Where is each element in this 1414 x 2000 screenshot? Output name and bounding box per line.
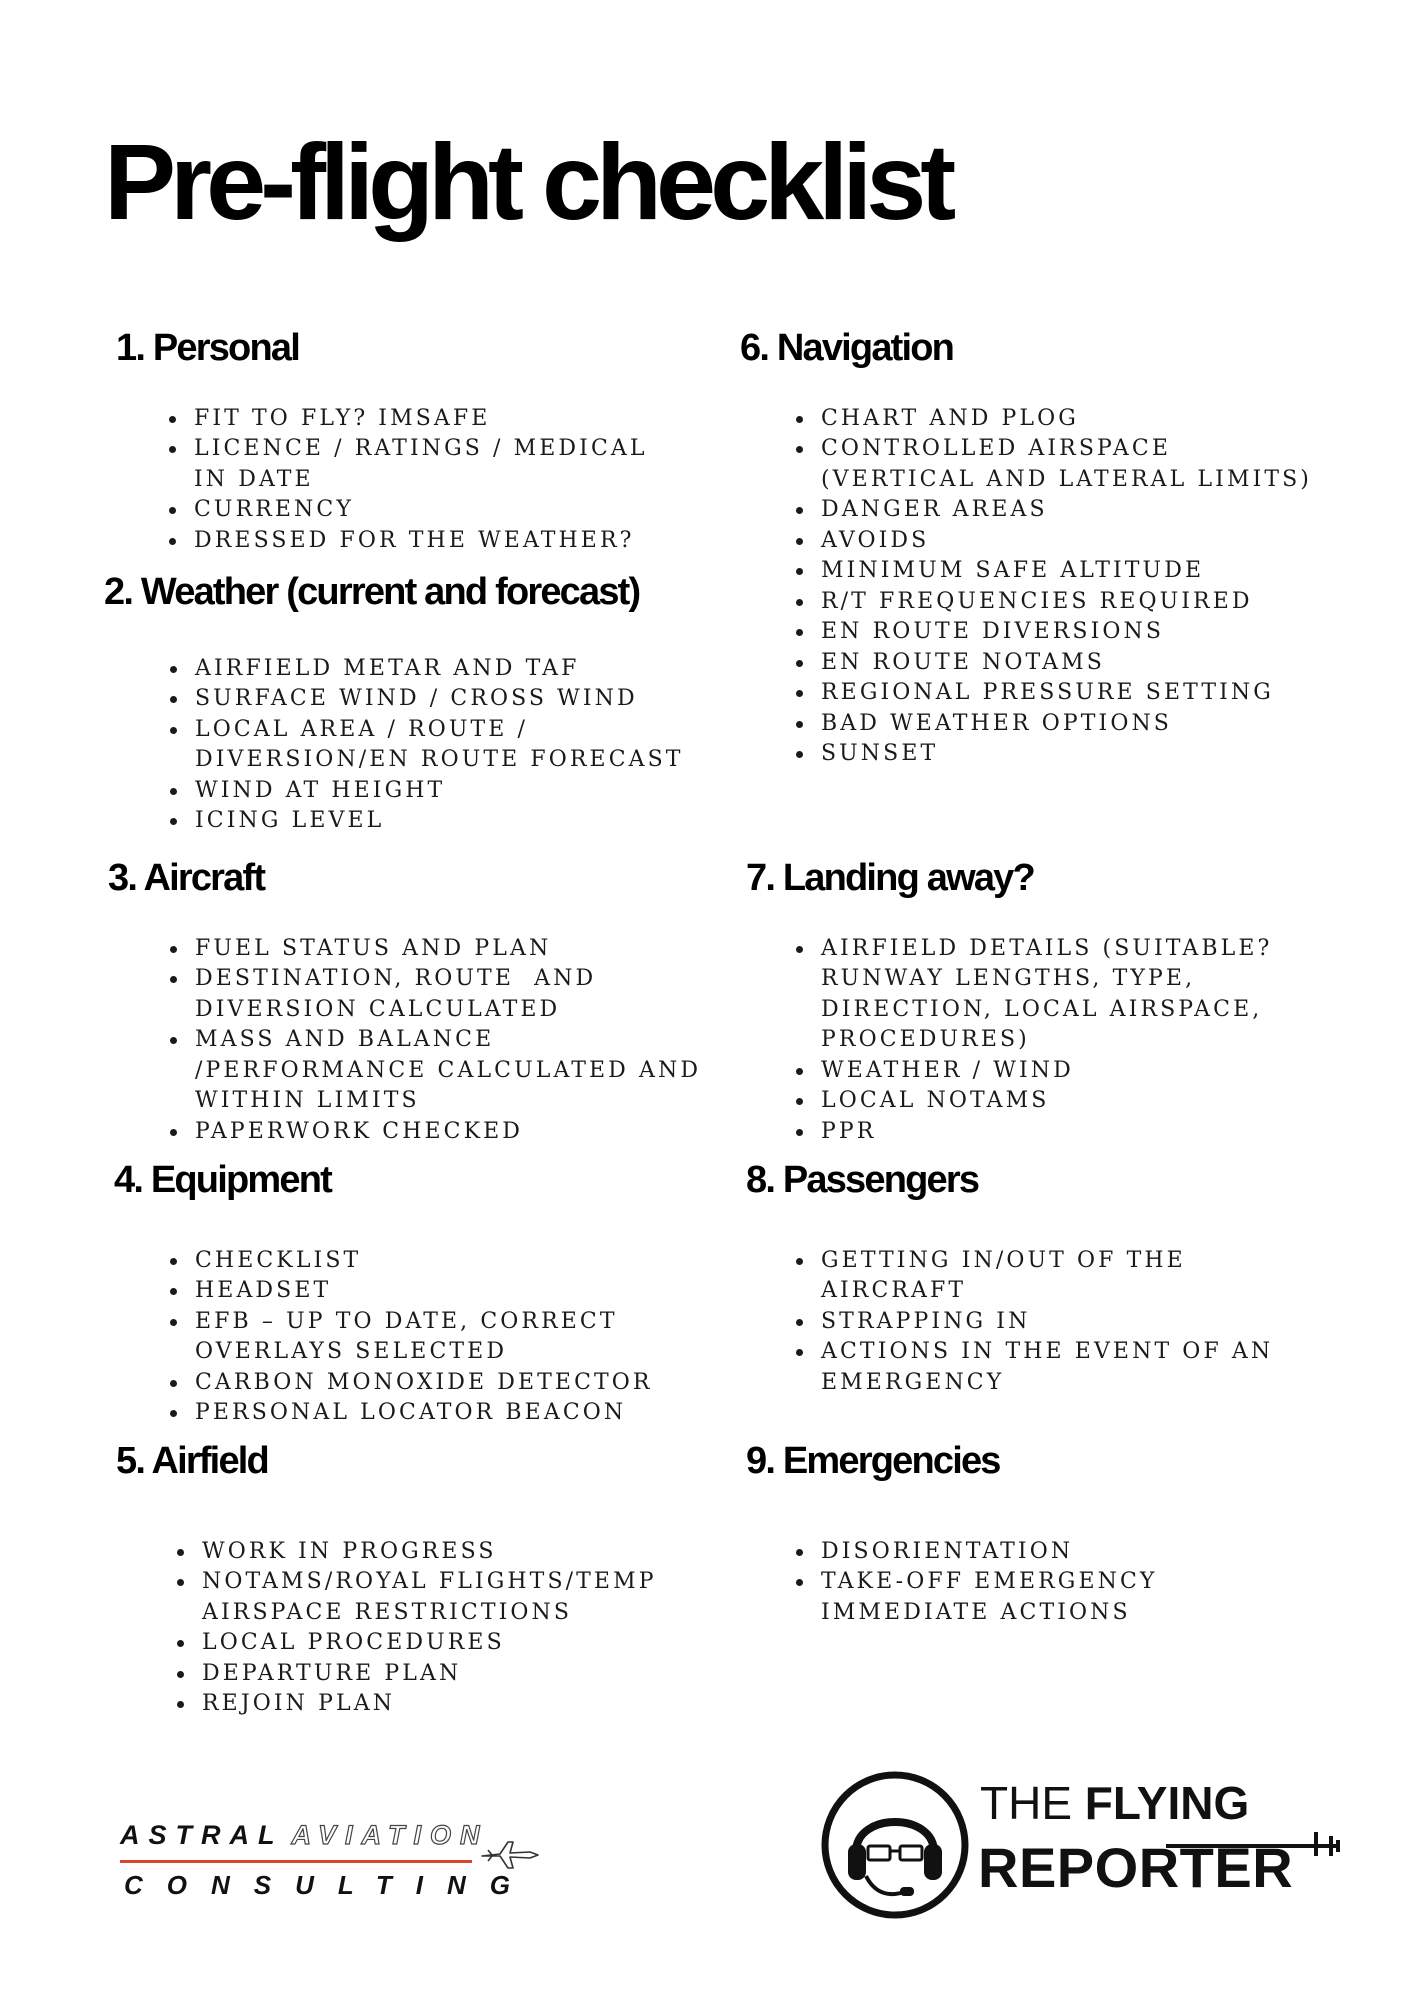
jet-icon	[480, 1834, 540, 1874]
checklist-item: REJOIN PLAN	[202, 1689, 676, 1720]
section-equipment	[114, 1160, 674, 1429]
checklist-item: STRAPPING IN	[821, 1307, 1306, 1338]
section-airfield	[116, 1441, 676, 1720]
checklist-item: WORK IN PROGRESS	[202, 1537, 676, 1568]
the-word: THE	[980, 1777, 1072, 1829]
astral-word: ASTRAL	[120, 1820, 284, 1850]
checklist-item: FUEL STATUS AND PLAN	[195, 934, 668, 965]
checklist-item: LOCAL NOTAMS	[821, 1086, 1306, 1117]
checklist-item: REGIONAL PRESSURE SETTING	[821, 678, 1380, 709]
checklist-item: DEPARTURE PLAN	[202, 1659, 676, 1690]
section-heading: 4. Equipment	[114, 1159, 331, 1201]
item-list	[740, 404, 1380, 770]
checklist-item: GETTING IN/OUT OF THE AIRCRAFT	[821, 1246, 1306, 1307]
checklist-item: NOTAMS/ROYAL FLIGHTS/TEMP AIRSPACE RESTRICTIONS	[202, 1567, 676, 1628]
checklist-item: DRESSED FOR THE WEATHER?	[194, 526, 676, 557]
astral-logo-line1	[120, 1820, 489, 1851]
section-passengers	[746, 1160, 1306, 1398]
flying-reporter-logo	[820, 1770, 1340, 1920]
checklist-item: AIRFIELD METAR AND TAF	[195, 654, 664, 685]
checklist-item: CHECKLIST	[195, 1246, 674, 1277]
checklist-item: ICING LEVEL	[195, 806, 664, 837]
checklist-item: DESTINATION, ROUTE AND DIVERSION CALCULATED	[195, 964, 668, 1025]
aviation-word: AVIATION	[291, 1820, 489, 1850]
checklist-item: CARBON MONOXIDE DETECTOR	[195, 1368, 674, 1399]
item-list	[746, 1246, 1306, 1399]
reporter-word: REPORTER	[978, 1836, 1294, 1899]
item-list	[104, 654, 684, 837]
item-list	[108, 934, 702, 1148]
checklist-item: SURFACE WIND / CROSS WIND	[195, 684, 664, 715]
checklist-item: AVOIDS	[821, 526, 1380, 557]
checklist-item: HEADSET	[195, 1276, 674, 1307]
section-personal	[116, 328, 676, 556]
astral-logo-rule	[120, 1860, 472, 1863]
checklist-item: ACTIONS IN THE EVENT OF AN EMERGENCY	[821, 1337, 1306, 1398]
checklist-item: MASS AND BALANCE /PERFORMANCE CALCULATED AND WITHIN LIMITS	[195, 1025, 668, 1117]
section-landing-away	[746, 858, 1306, 1147]
section-navigation	[740, 328, 1380, 770]
checklist-item: FIT TO FLY? IMSAFE	[194, 404, 676, 435]
item-list	[116, 1537, 676, 1720]
checklist-item: TAKE-OFF EMERGENCY IMMEDIATE ACTIONS	[821, 1567, 1306, 1628]
checklist-item: LICENCE / RATINGS / MEDICAL IN DATE	[194, 434, 676, 495]
section-heading: 3. Aircraft	[108, 857, 265, 899]
checklist-item: SUNSET	[821, 739, 1380, 770]
item-list	[116, 404, 676, 557]
checklist-item: EN ROUTE DIVERSIONS	[821, 617, 1380, 648]
checklist-item: EN ROUTE NOTAMS	[821, 648, 1380, 679]
plane-icon	[1166, 1806, 1356, 1856]
section-heading: 8. Passengers	[746, 1159, 979, 1201]
consulting-word: CONSULTING	[124, 1870, 534, 1900]
section-heading: 9. Emergencies	[746, 1440, 1000, 1482]
section-heading: 6. Navigation	[740, 327, 954, 369]
checklist-item: WIND AT HEIGHT	[195, 776, 664, 807]
checklist-item: LOCAL AREA / ROUTE / DIVERSION/EN ROUTE FORECAST	[195, 715, 664, 776]
section-weather	[104, 571, 684, 837]
item-list	[114, 1246, 674, 1429]
checklist-item: PPR	[821, 1117, 1306, 1148]
flying-word: FLYING	[1084, 1777, 1250, 1829]
checklist-item: CONTROLLED AIRSPACE (VERTICAL AND LATERAL LIMITS)	[821, 434, 1380, 495]
headset-pilot-icon	[820, 1770, 970, 1920]
section-heading: 5. Airfield	[116, 1440, 268, 1482]
item-list	[746, 934, 1306, 1148]
checklist-item: PAPERWORK CHECKED	[195, 1117, 668, 1148]
checklist-item: PERSONAL LOCATOR BEACON	[195, 1398, 674, 1429]
section-heading: 2. Weather (current and forecast)	[104, 571, 640, 613]
checklist-item: WEATHER / WIND	[821, 1056, 1306, 1087]
checklist-item: EFB – UP TO DATE, CORRECT OVERLAYS SELECTED	[195, 1307, 674, 1368]
section-emergencies	[746, 1441, 1306, 1628]
checklist-item: DISORIENTATION	[821, 1537, 1306, 1568]
checklist-item: CHART AND PLOG	[821, 404, 1380, 435]
checklist-item: AIRFIELD DETAILS (SUITABLE? RUNWAY LENGTHS, TYPE, DIRECTION, LOCAL AIRSPACE, PROCEDURES)	[821, 934, 1306, 1056]
checklist-item: DANGER AREAS	[821, 495, 1380, 526]
item-list	[746, 1537, 1306, 1629]
checklist-item: CURRENCY	[194, 495, 676, 526]
section-heading: 7. Landing away?	[746, 857, 1034, 899]
checklist-item: LOCAL PROCEDURES	[202, 1628, 676, 1659]
checklist-item: MINIMUM SAFE ALTITUDE	[821, 556, 1380, 587]
section-heading: 1. Personal	[116, 327, 299, 369]
checklist-item: BAD WEATHER OPTIONS	[821, 709, 1380, 740]
section-aircraft	[108, 857, 702, 1147]
astral-aviation-logo	[120, 1820, 540, 1900]
checklist-item: R/T FREQUENCIES REQUIRED	[821, 587, 1380, 618]
page-title: Pre-flight checklist	[104, 121, 951, 242]
